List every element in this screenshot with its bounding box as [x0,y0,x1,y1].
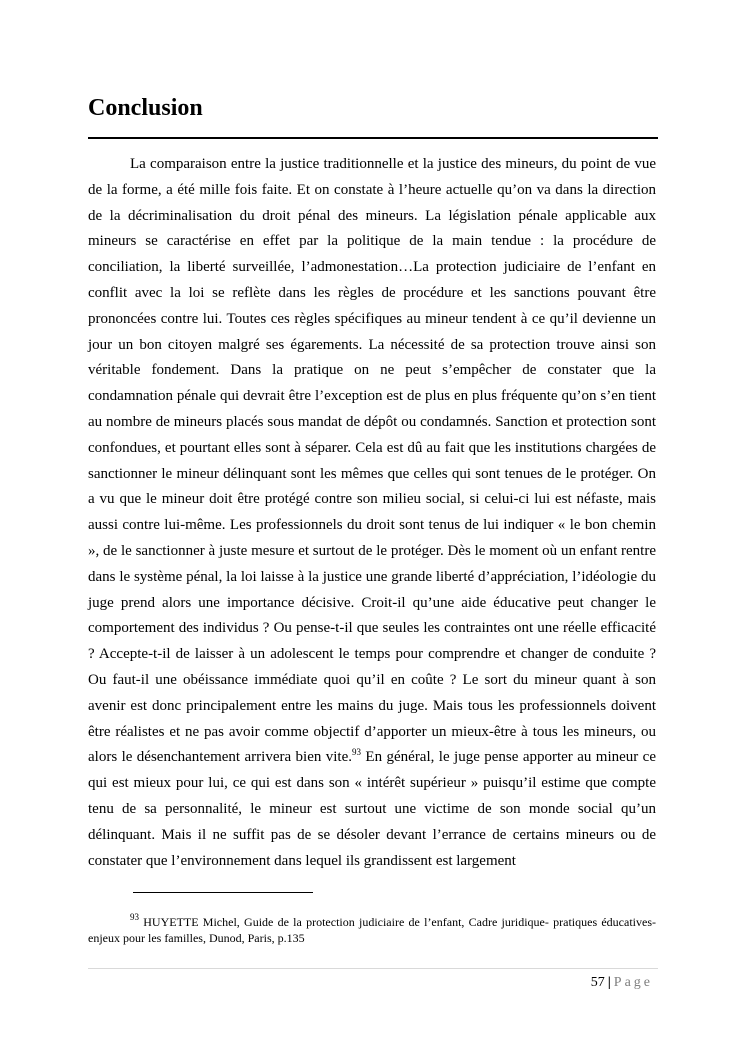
page-label: Page [613,975,653,990]
page-number: 57 [590,975,605,990]
footer-separator: | [607,975,611,990]
footnote-number: 93 [130,912,139,922]
body-paragraph [88,152,656,874]
heading-underline [88,137,658,139]
paragraph-text-continued: En général, le juge pense apporter au mineur ce qui est mieux pour lui, ce qui est dans son « intérêt supérieur » puisqu’il estime que compte tenu de sa personnalité, le mineur est surtout une victime de son monde social qu’un délinquant. Mais il ne suffit pas de se désoler devant l’errance de certains mineurs ou de constater que l’environnement dans lequel ils grandissent est largement [88,749,656,869]
page-footer [591,974,653,992]
footer-divider [88,968,658,969]
footnote-text: HUYETTE Michel, Guide de la protection judiciaire de l’enfant, Cadre juridique- pratiques éducatives- enjeux pour les familles, Dunod, Paris, p.135 [88,915,656,945]
footnote-separator [133,892,313,893]
section-heading: Conclusion [88,95,203,121]
paragraph-text-main: La comparaison entre la justice traditionnelle et la justice des mineurs, du point de vue de la forme, a été mille fois faite. Et on constate à l’heure actuelle qu’on va dans la direction de la décriminalisation du droit pénal des mineurs. La législation pénale applicable aux mineurs se caractérise en effet par la politique de la main tendue : la procédure de conciliation, la liberté surveillée, l’admonestation…La protection judiciaire de l’enfant en conflit avec la loi se reflète dans les règles de procédure et les sanctions pouvant être prononcées contre lui. Toutes ces règles spécifiques au mineur tendent à ce qu’il devienne un jour un bon citoyen malgré ses égarements. La nécessité de sa protection trouve ainsi son véritable fondement. Dans la pratique on ne peut s’empêcher de constater que la condamnation pénale qui devrait être l’exception est de plus en plus fréquente qu’on s’en tient au nombre de mineurs placés sous mandat de dépôt ou condamnés. Sanction et protection sont confondues, et pourtant elles sont à séparer. Cela est dû au fait que les institutions chargées de sanctionner le mineur délinquant sont les mêmes que celles qui sont tenues de le protéger. On a vu que le mineur doit être protégé contre son milieu social, si celui-ci lui est néfaste, mais aussi contre lui-même. Les professionnels du droit sont tenus de lui indiquer « le bon chemin », de le sanctionner à juste mesure et surtout de le protéger. Dès le moment où un enfant rentre dans le système pénal, la loi laisse à la justice une grande liberté d’appréciation, l’idéologie du juge prend alors une importance décisive. Croit-il qu’une aide éducative peut changer le comportement des individus ? Ou pense-t-il que seules les contraintes ont une réelle efficacité ? Accepte-t-il de laisser à un adolescent le temps pour comprendre et changer de conduite ? Ou faut-il une obéissance immédiate quoi qu’il en coûte ? Le sort du mineur quant à son avenir est donc principalement entre les mains du juge. Mais tous les professionnels doivent être réalistes et ne pas avoir comme objectif d’apporter un mieux-être à tous les mineurs, ou alors le désenchantement arrivera bien vite. [88,156,656,766]
footnote [88,914,656,946]
footnote-reference: 93 [352,747,362,758]
